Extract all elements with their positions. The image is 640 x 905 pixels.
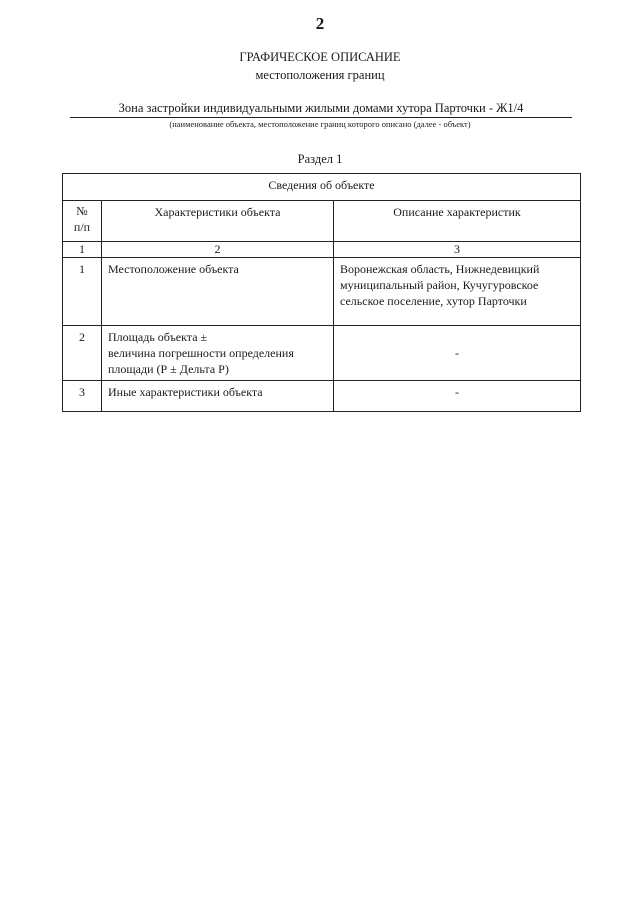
description-cell — [334, 326, 581, 381]
column-number: 2 — [214, 242, 221, 256]
description-text: Воронежская область, Нижнедевицкий — [340, 262, 540, 276]
description-text: сельское поселение, хутор Парточки — [340, 294, 527, 308]
header-num-line1: № — [76, 204, 88, 218]
characteristic-text: Площадь объекта ± — [108, 330, 208, 344]
characteristic-text: Иные характеристики объекта — [108, 385, 263, 399]
row-number: 1 — [79, 262, 85, 276]
object-name: Зона застройки индивидуальными жилыми домами хутора Парточки - Ж1/4 — [70, 101, 572, 118]
column-number: 3 — [454, 242, 460, 256]
header-cell-num — [63, 201, 102, 242]
header-description: Описание характеристик — [393, 205, 521, 219]
row-number: 2 — [79, 330, 85, 344]
row-number-cell — [63, 326, 102, 381]
table-row — [63, 326, 581, 381]
table-caption: Сведения об объекте — [268, 178, 375, 192]
document-title: ГРАФИЧЕСКОЕ ОПИСАНИЕ — [239, 50, 401, 64]
column-number-cell — [334, 242, 581, 258]
row-number-cell — [63, 258, 102, 326]
table-row — [63, 381, 581, 412]
object-info-table — [62, 173, 581, 412]
description-text: - — [455, 385, 459, 399]
header-cell-description — [334, 201, 581, 242]
description-cell — [334, 381, 581, 412]
description-cell — [334, 258, 581, 326]
description-text: - — [455, 346, 459, 360]
object-name-caption: (наименование объекта, местоположение границ которого описано (далее - объект) — [169, 119, 471, 129]
column-number: 1 — [79, 242, 85, 256]
row-number-cell — [63, 381, 102, 412]
header-characteristics: Характеристики объекта — [154, 205, 281, 219]
characteristic-cell — [102, 381, 334, 412]
characteristic-text: Местоположение объекта — [108, 262, 239, 276]
characteristic-text: площади (Р ± Дельта Р) — [108, 362, 229, 376]
header-cell-characteristics — [102, 201, 334, 242]
section-title: Раздел 1 — [297, 152, 343, 166]
table-column-number-row — [63, 242, 581, 258]
page-number: 2 — [315, 14, 325, 33]
header-num-line2: п/п — [73, 220, 91, 234]
table-caption-row — [63, 174, 581, 201]
characteristic-cell — [102, 326, 334, 381]
document-subtitle: местоположения границ — [255, 68, 385, 82]
column-number-cell — [63, 242, 102, 258]
row-number: 3 — [79, 385, 85, 399]
table-row — [63, 258, 581, 326]
characteristic-cell — [102, 258, 334, 326]
table-caption-cell — [63, 174, 581, 201]
table-header-row — [63, 201, 581, 242]
column-number-cell — [102, 242, 334, 258]
characteristic-text: величина погрешности определения — [108, 346, 294, 360]
description-text: муниципальный район, Кучугуровское — [340, 278, 539, 292]
